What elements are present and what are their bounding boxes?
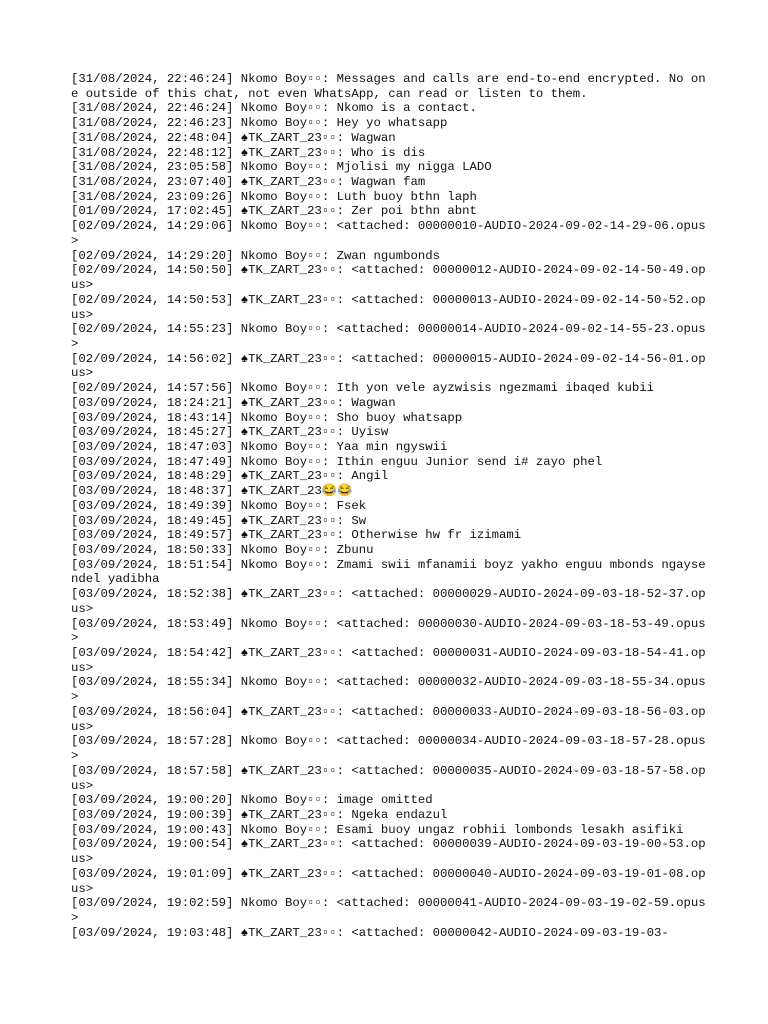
- chat-message: [02/09/2024, 14:56:02] ♠TK_ZART_23▫▫: <attached: 00000015-AUDIO-2024-09-02-14-56-01.opus>: [71, 351, 706, 381]
- chat-message: [03/09/2024, 18:54:42] ♠TK_ZART_23▫▫: <attached: 00000031-AUDIO-2024-09-03-18-54-41.opus>: [71, 646, 706, 675]
- chat-message: [31/08/2024, 22:46:24] Nkomo Boy▫▫: Nkomo is a contact.: [71, 101, 477, 116]
- chat-message: [03/09/2024, 18:56:04] ♠TK_ZART_23▫▫: <attached: 00000033-AUDIO-2024-09-03-18-56-03.opus>: [71, 704, 706, 734]
- chat-message: [03/09/2024, 18:57:58] ♠TK_ZART_23▫▫: <attached: 00000035-AUDIO-2024-09-03-18-57-58.opus>: [71, 763, 706, 793]
- chat-message: [02/09/2024, 14:29:06] Nkomo Boy▫▫: <attached: 00000010-AUDIO-2024-09-02-14-29-06.opus>: [71, 219, 706, 248]
- chat-message: [03/09/2024, 18:49:39] Nkomo Boy▫▫: Fsek: [71, 498, 367, 513]
- chat-message: [02/09/2024, 14:50:50] ♠TK_ZART_23▫▫: <attached: 00000012-AUDIO-2024-09-02-14-50-49.opus>: [71, 263, 706, 293]
- chat-message: [03/09/2024, 19:03:48] ♠TK_ZART_23▫▫: <attached: 00000042-AUDIO-2024-09-03-19-03-: [71, 925, 669, 940]
- chat-message: [03/09/2024, 19:00:43] Nkomo Boy▫▫: Esami buoy ungaz robhii lombonds lesakh asifiki: [71, 822, 684, 837]
- chat-message: [03/09/2024, 18:48:37] ♠TK_ZART_23😂😂: [71, 484, 353, 499]
- chat-message: [03/09/2024, 18:53:49] Nkomo Boy▫▫: <attached: 00000030-AUDIO-2024-09-03-18-53-49.opus>: [71, 616, 706, 646]
- chat-message: [31/08/2024, 22:48:04] ♠TK_ZART_23▫▫: Wagwan: [71, 130, 396, 145]
- chat-message: [31/08/2024, 23:09:26] Nkomo Boy▫▫: Luth buoy bthn laph: [71, 189, 477, 204]
- chat-message: [03/09/2024, 19:00:54] ♠TK_ZART_23▫▫: <attached: 00000039-AUDIO-2024-09-03-19-00-53.opus>: [71, 837, 706, 867]
- chat-message: [01/09/2024, 17:02:45] ♠TK_ZART_23▫▫: Zer poi bthn abnt: [71, 204, 477, 219]
- chat-message: [03/09/2024, 19:00:39] ♠TK_ZART_23▫▫: Ngeka endazul: [71, 807, 448, 822]
- chat-message: [03/09/2024, 18:48:29] ♠TK_ZART_23▫▫: Angil: [71, 469, 389, 484]
- chat-message: [31/08/2024, 23:05:58] Nkomo Boy▫▫: Mjolisi my nigga LADO: [71, 160, 492, 175]
- chat-message: [31/08/2024, 22:48:12] ♠TK_ZART_23▫▫: Who is dis: [71, 145, 426, 160]
- chat-message: [03/09/2024, 18:50:33] Nkomo Boy▫▫: Zbunu: [71, 543, 374, 557]
- chat-message: [03/09/2024, 18:51:54] Nkomo Boy▫▫: Zmami swii mfanamii boyz yakho enguu mbonds ngaysendel yadibha: [71, 557, 706, 587]
- chat-message: [03/09/2024, 18:49:45] ♠TK_ZART_23▫▫: Sw: [71, 513, 367, 528]
- chat-message: [03/09/2024, 18:43:14] Nkomo Boy▫▫: Sho buoy whatsapp: [71, 410, 463, 425]
- chat-message: [31/08/2024, 23:07:40] ♠TK_ZART_23▫▫: Wagwan fam: [71, 175, 426, 190]
- chat-message: [03/09/2024, 18:57:28] Nkomo Boy▫▫: <attached: 00000034-AUDIO-2024-09-03-18-57-28.opus>: [71, 734, 706, 764]
- chat-message: [03/09/2024, 18:45:27] ♠TK_ZART_23▫▫: Uyisw: [71, 425, 389, 440]
- chat-message: [03/09/2024, 18:49:57] ♠TK_ZART_23▫▫: Otherwise hw fr izimami: [71, 528, 522, 543]
- chat-message: [02/09/2024, 14:50:53] ♠TK_ZART_23▫▫: <attached: 00000013-AUDIO-2024-09-02-14-50-52.opus>: [71, 292, 706, 322]
- chat-message: [02/09/2024, 14:29:20] Nkomo Boy▫▫: Zwan ngumbonds: [71, 248, 440, 263]
- chat-message: [03/09/2024, 18:52:38] ♠TK_ZART_23▫▫: <attached: 00000029-AUDIO-2024-09-03-18-52-37.opus>: [71, 587, 706, 616]
- chat-message: [03/09/2024, 19:01:09] ♠TK_ZART_23▫▫: <attached: 00000040-AUDIO-2024-09-03-19-01-08.opus>: [71, 866, 706, 896]
- chat-message: [31/08/2024, 22:46:23] Nkomo Boy▫▫: Hey yo whatsapp: [71, 116, 448, 131]
- chat-transcript: [71, 72, 711, 940]
- chat-message: [02/09/2024, 14:55:23] Nkomo Boy▫▫: <attached: 00000014-AUDIO-2024-09-02-14-55-23.opus>: [71, 322, 706, 351]
- chat-message: [03/09/2024, 19:00:20] Nkomo Boy▫▫: image omitted: [71, 793, 433, 808]
- chat-message: [02/09/2024, 14:57:56] Nkomo Boy▫▫: Ith yon vele ayzwisis ngezmami ibaqed kubii: [71, 381, 654, 396]
- chat-message: [03/09/2024, 19:02:59] Nkomo Boy▫▫: <attached: 00000041-AUDIO-2024-09-03-19-02-59.opus>: [71, 896, 706, 925]
- chat-message: [03/09/2024, 18:47:49] Nkomo Boy▫▫: Ithin enguu Junior send i# zayo phel: [71, 454, 603, 469]
- chat-message: [03/09/2024, 18:47:03] Nkomo Boy▫▫: Yaa min ngyswii: [71, 439, 448, 454]
- chat-message: [03/09/2024, 18:55:34] Nkomo Boy▫▫: <attached: 00000032-AUDIO-2024-09-03-18-55-34.opus>: [71, 675, 706, 705]
- chat-message: [03/09/2024, 18:24:21] ♠TK_ZART_23▫▫: Wagwan: [71, 395, 396, 410]
- chat-message: [31/08/2024, 22:46:24] Nkomo Boy▫▫: Messages and calls are end-to-end encrypted. No one outside of this chat, not even WhatsApp, can read or listen to them.: [71, 72, 706, 101]
